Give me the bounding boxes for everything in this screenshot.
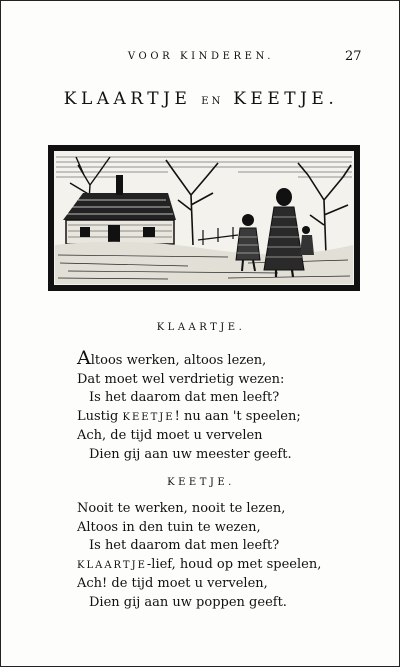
verse-line: Altoos werken, altoos lezen, (77, 347, 267, 369)
speaker-keetje: KEETJE. (167, 477, 235, 488)
verse-line: Is het daarom dat men leeft? (89, 390, 280, 405)
verse-line: Dien gij aan uw meester geeft. (89, 446, 292, 462)
page-number: 27 (345, 49, 362, 64)
name-keetje: KEETJE (122, 411, 175, 423)
title-conjunction: EN (201, 96, 224, 107)
verse-line: Dien gij aan uw poppen geeft. (89, 594, 287, 610)
title-name-2: KEETJE. (233, 89, 339, 109)
verse-line: Lustig KEETJE! nu aan 't speelen; (77, 408, 301, 424)
verse-line: Altoos in den tuin te wezen, (77, 519, 261, 535)
drop-cap: A (77, 347, 91, 369)
verse-line: KLAARTJE-lief, houd op met speelen, (77, 556, 322, 572)
running-head: VOOR KINDEREN. (127, 51, 275, 62)
verse-line: Ach! de tijd moet u vervelen, (77, 576, 268, 591)
woodcut-illustration-svg (48, 145, 360, 291)
poem-title (1, 89, 400, 109)
verse-line: Ach, de tijd moet u vervelen (77, 428, 263, 443)
verse-line: Is het daarom dat men leeft? (89, 538, 280, 553)
woodcut-illustration (48, 145, 360, 291)
stanza-2 (77, 500, 321, 612)
verse-line: Dat moet wel verdrietig wezen: (77, 371, 285, 387)
title-name-1: KLAARTJE (63, 89, 192, 109)
speaker-klaartje: KLAARTJE. (156, 322, 246, 333)
verse-line: Nooit te werken, nooit te lezen, (77, 501, 286, 516)
stanza-1 (77, 347, 301, 464)
name-klaartje: KLAARTJE (77, 559, 147, 571)
